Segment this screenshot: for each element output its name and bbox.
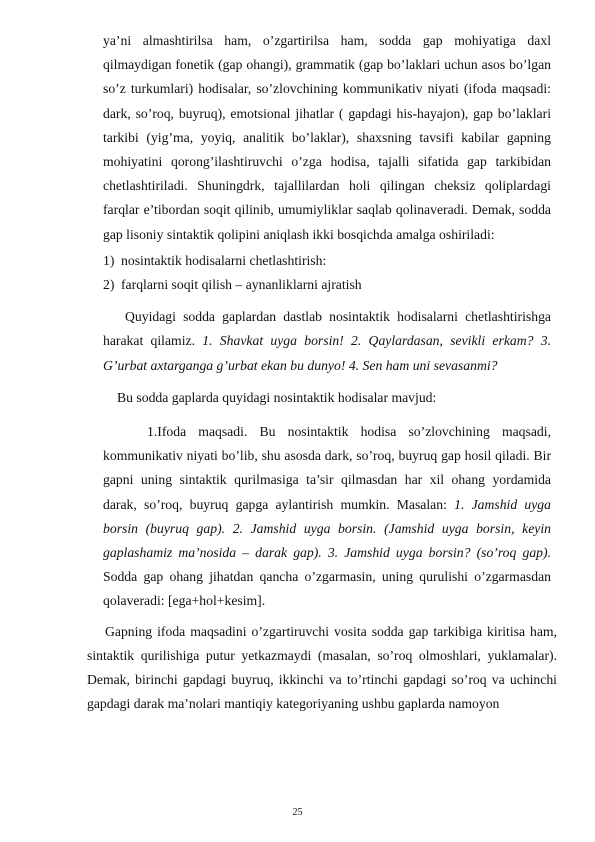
list-item-text: farqlarni soqit qilish – aynanliklarni ajratish [121,277,362,293]
paragraph-4-conclusion: Sodda gap ohang jihatdan qancha o’zgarmasin, uning qurulishi o’zgarmasdan qolaveradi: [ega+hol+kesim]. [103,569,551,609]
paragraph-4-text: 1.Ifoda maqsadi. Bu nosintaktik hodisa so’zlovchining maqsadi, kommunikativ niyati bo’lib, shu asosda dark, so’roq, buyruq gap hosil qiladi. Bir gapni uning sintaktik qurilmasiga ta’sir qilmasdan har xil ohang yordamida darak, so’roq, buyruq gapga aylantirish mumkin. Masalan: [103,424,551,512]
paragraph-3: Bu sodda gaplarda quyidagi nosintaktik hodisalar mavjud: [117,389,437,405]
paragraph-5: Gapning ifoda maqsadini o’zgartiruvchi vosita sodda gap tarkibiga kiritisa ham, sintaktik qurilishiga putur yetkazmaydi (masalan, so’roq olmoshlari, yuklamalar). Demak, birinchi gapdagi buyruq, ikkinchi va to’rtinchi gapdagi so’roq va uchinchi gapdagi darak ma’nolari mantiqiy kategoriyaning ushbu gaplarda namoyon [87,623,557,712]
paragraph-4-examples: 1. Jamshid uyga borsin (buyruq gap). 2. Jamshid uyga borsin. (Jamshid uyga borsin, keyin gaplashamiz ma’nosida – darak gap). 3. Jamshid uyga borsin? (so’roq gap). [103,496,551,561]
paragraph-1: ya’ni almashtirilsa ham, o’zgartirilsa ham, sodda gap mohiyatiga daxl qilmaydigan fonetik (gap ohangi), grammatik (gap bo’laklari uchun asos bo’lgan so’z turkumlari) hodisalar, so’zlovchining kommunikativ niyati (ifoda maqsadi: dark, so’roq, buyruq), emotsional jihatlar ( gapdagi his-hayajon), gap bo’laklari tarkibi (yig’ma, yoyiq, analitik bo’laklar), shaxsning tavsifi kabilar gapning mohiyatini qorong’ilashtiruvchi o’zga hodisa, tajalli sifatida gap tarkibidan chetlashtiriladi. Shuningdrk, tajallilardan holi qilingan cheksiz qoliplardagi farqlar e’tibordan soqit qilinib, umumiyliklar saqlab qolinaveradi. Demak, sodda gap lisoniy sintaktik qolipini aniqlash ikki bosqichda amalga oshiriladi: [103,33,551,242]
paragraph-2-examples: 1. Shavkat uyga borsin! 2. Qaylardasan, sevikli erkam? 3. G’urbat axtarganga g’urbat ekan bu dunyo! 4. Sen ham uni sevasanmi? [103,333,551,373]
paragraph-4 [103,420,551,614]
list-item [103,249,551,273]
paragraph-2-text: Quyidagi sodda gaplardan dastlab nosintaktik hodisalarni chetlashtirishga harakat qilamiz. [103,309,551,349]
page-content [87,29,557,716]
list-item-number: 1) [103,252,115,268]
paragraph-2 [103,305,551,378]
list-item [103,273,551,297]
page-number: 25 [292,807,303,818]
list-item-number: 2) [103,277,115,293]
list-item-text: nosintaktik hodisalarni chetlashtirish: [121,252,327,268]
